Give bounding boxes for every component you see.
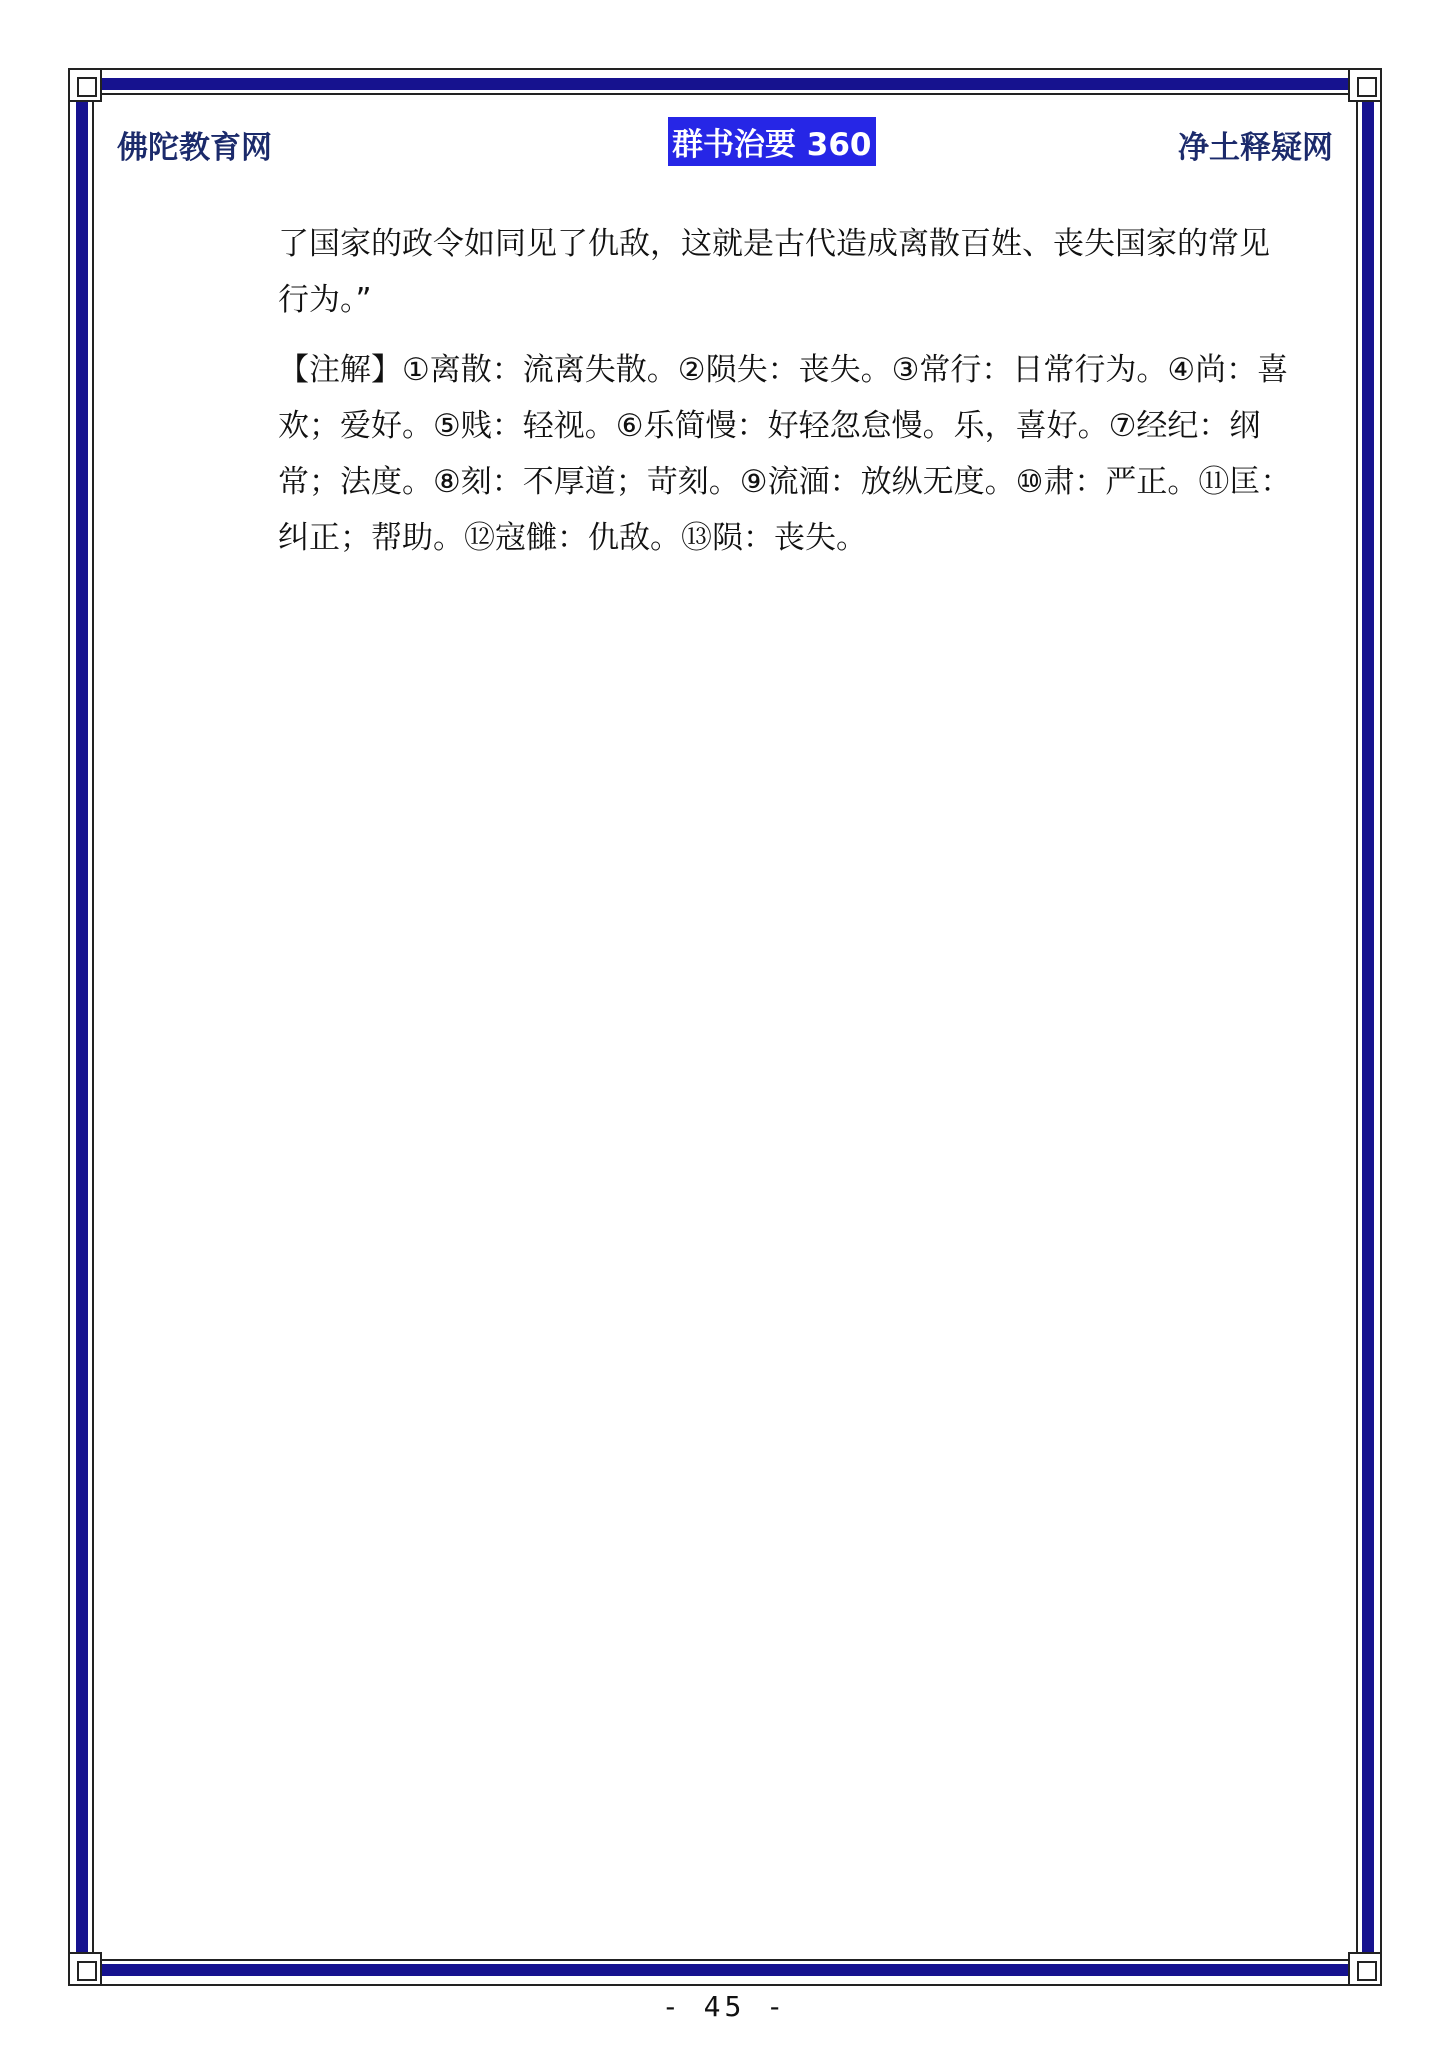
- page-body: [278, 216, 1298, 566]
- header-site-right: 净土释疑网: [1178, 130, 1333, 166]
- corner-ornament-top-right: [1348, 68, 1382, 102]
- page-number: - 45 -: [661, 1990, 788, 2023]
- header-site-left: 佛陀教育网: [117, 130, 272, 166]
- corner-ornament-bottom-right: [1348, 1952, 1382, 1986]
- annotation-paragraph: 【注解】①离散：流离失散。②陨失：丧失。③常行：日常行为。④尚：喜欢；爱好。⑤贱：轻视。⑥乐简慢：好轻忽怠慢。乐，喜好。⑦经纪：纲常；法度。⑧刻：不厚道；苛刻。⑨流湎：放纵无度。⑩肃：严正。⑪匡：纠正；帮助。⑫寇雠：仇敌。⑬陨：丧失。: [278, 352, 1292, 556]
- header-book-title: 群书治要 360: [668, 117, 876, 166]
- body-paragraph: 了国家的政令如同见了仇敌，这就是古代造成离散百姓、丧失国家的常见行为。”: [278, 226, 1270, 318]
- corner-ornament-bottom-left: [68, 1952, 102, 1986]
- corner-ornament-top-left: [68, 68, 102, 102]
